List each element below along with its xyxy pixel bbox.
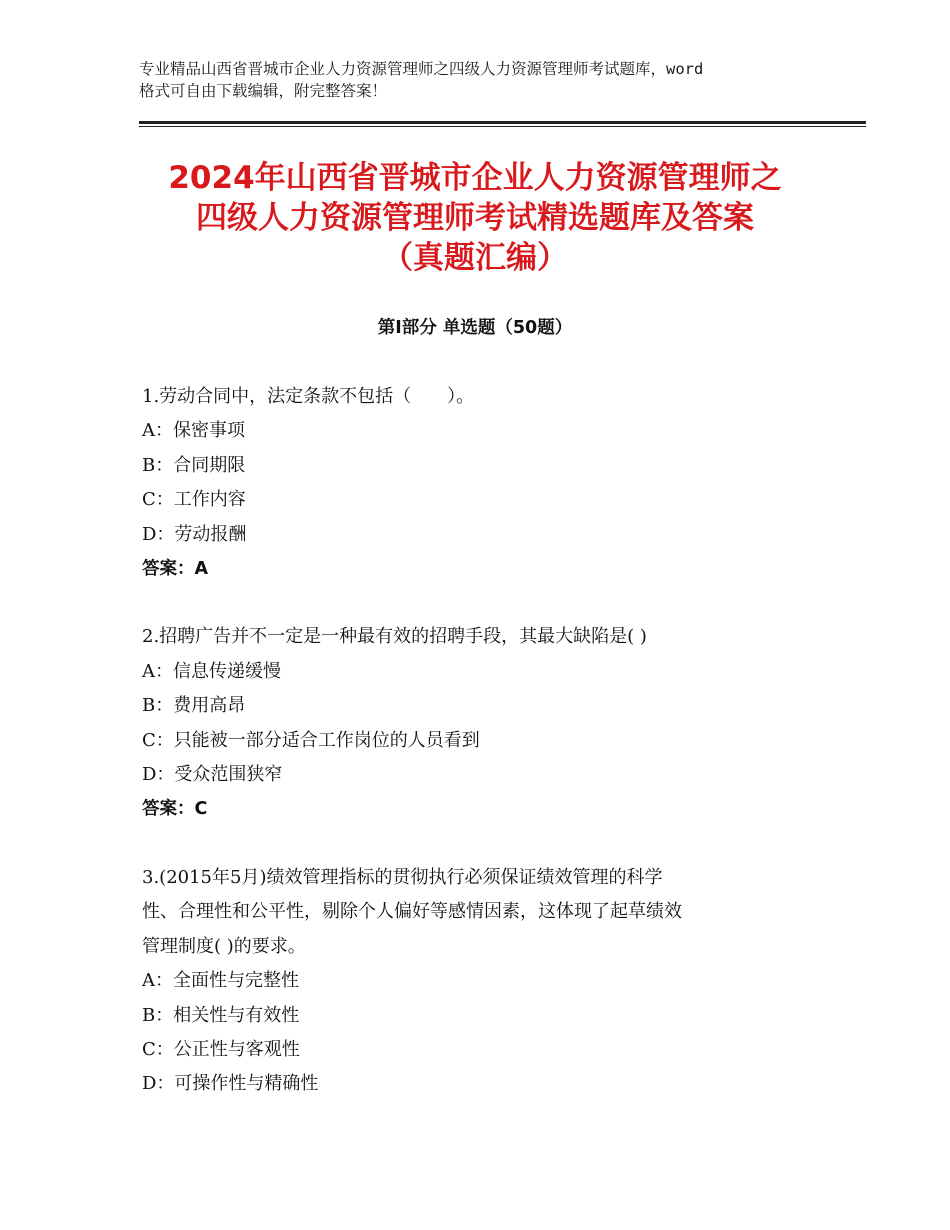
- question-stem: 2.招聘广告并不一定是一种最有效的招聘手段，其最大缺陷是( ): [142, 626, 647, 648]
- option-b: B：费用高昂: [142, 695, 246, 717]
- option-b: B：相关性与有效性: [142, 1004, 300, 1026]
- option-b: B：合同期限: [142, 454, 246, 476]
- option-c: C：工作内容: [142, 489, 246, 511]
- question-1: [142, 380, 822, 586]
- option-d: D：可操作性与精确性: [142, 1073, 319, 1095]
- question-stem-line-3: 管理制度( )的要求。: [142, 935, 306, 957]
- question-3: [142, 861, 822, 1102]
- option-c: C：只能被一部分适合工作岗位的人员看到: [142, 729, 480, 751]
- question-stem-line-2: 性、合理性和公平性，剔除个人偏好等感情因素，这体现了起草绩效: [142, 901, 682, 923]
- header-note-line-2: 格式可自由下载编辑，附完整答案！: [139, 82, 388, 100]
- title-line-2: 四级人力资源管理师考试精选题库及答案: [196, 200, 754, 236]
- option-a: A：保密事项: [142, 420, 245, 442]
- option-a: A：信息传递缓慢: [142, 660, 281, 682]
- header-note-line-1: 专业精品山西省晋城市企业人力资源管理师之四级人力资源管理师考试题库，word: [139, 60, 704, 78]
- document-title: [100, 158, 850, 278]
- question-stem: 1.劳动合同中，法定条款不包括（ ）。: [142, 386, 475, 407]
- header-divider-thin: [139, 126, 866, 127]
- option-d: D：受众范围狭窄: [142, 764, 283, 786]
- question-2: [142, 620, 822, 826]
- question-list: [142, 380, 822, 1136]
- header-divider-thick: [139, 121, 866, 124]
- section-heading: 第Ⅰ部分 单选题（50题）: [377, 318, 573, 338]
- title-line-3: （真题汇编）: [382, 240, 568, 276]
- answer: 答案：C: [142, 799, 208, 820]
- title-line-1: 2024年山西省晋城市企业人力资源管理师之: [168, 160, 782, 196]
- question-stem-line-1: 3.(2015年5月)绩效管理指标的贯彻执行必须保证绩效管理的科学: [142, 866, 663, 888]
- option-a: A：全面性与完整性: [142, 970, 299, 992]
- option-d: D：劳动报酬: [142, 523, 247, 545]
- option-c: C：公正性与客观性: [142, 1038, 300, 1060]
- answer: 答案：A: [142, 559, 209, 580]
- document-header-note: [139, 58, 829, 102]
